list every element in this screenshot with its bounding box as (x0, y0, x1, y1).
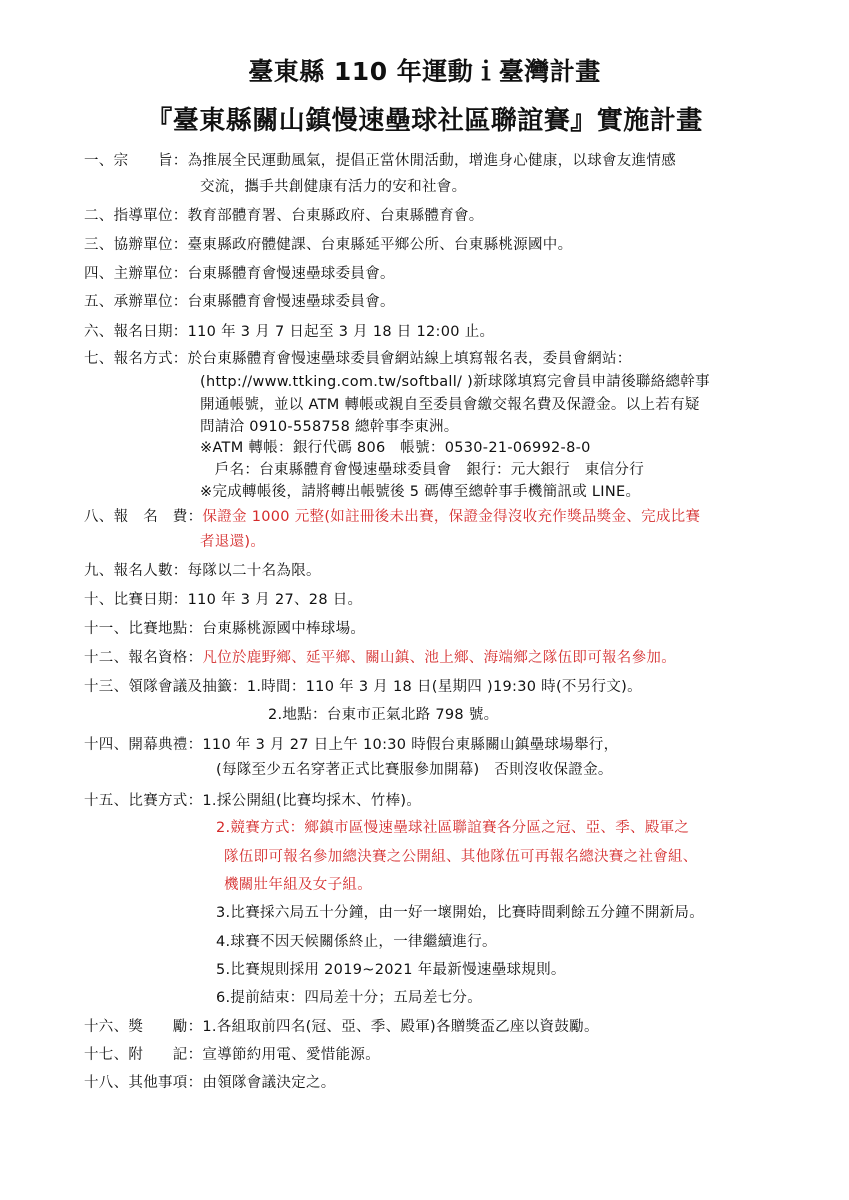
item-text-cont: ※完成轉帳後，請將轉出帳號後 5 碼傳至總幹事手機簡訊或 LINE。 (200, 484, 641, 500)
item-text: 台東縣桃源國中棒球場。 (202, 621, 366, 637)
item-label: 五、承辦單位： (84, 294, 188, 310)
item-game-date (84, 590, 362, 610)
item-guidance (84, 206, 484, 226)
item-text-cont: 交流，攜手共創健康有活力的安和社會。 (200, 179, 467, 195)
item-text-cont: 機關壯年組及女子組。 (224, 877, 372, 893)
item-label: 八、報 名 費： (84, 509, 203, 525)
item-text: 1.採公開組(比賽均採木、竹棒)。 (202, 793, 422, 809)
item-label: 一、宗 旨： (84, 153, 188, 169)
item-text-cont: 3.比賽採六局五十分鐘，由一好一壞開始，比賽時間剩餘五分鐘不開新局。 (216, 905, 705, 921)
item-game-format (84, 791, 421, 811)
item-text: 台東縣體育會慢速壘球委員會。 (187, 266, 395, 282)
item-label: 十、比賽日期： (84, 592, 188, 608)
item-text-cont: ※ATM 轉帳：銀行代碼 806 帳號：0530-21-06992-8-0 (200, 440, 591, 456)
item-label: 十三、領隊會議及抽籤： (84, 679, 247, 695)
item-text: 110 年 3 月 27 日上午 10:30 時假台東縣關山鎮壘球場舉行， (202, 737, 619, 753)
item-text-cont: 2.競賽方式：鄉鎮市區慢速壘球社區聯誼賽各分區之冠、亞、季、殿軍之 (216, 820, 690, 836)
item-label: 十八、其他事項： (84, 1075, 203, 1091)
item-purpose (84, 151, 676, 171)
item-label: 十五、比賽方式： (84, 793, 203, 809)
item-text: 宣導節約用電、愛惜能源。 (202, 1047, 381, 1063)
item-text-cont: (每隊至少五名穿著正式比賽服參加開幕) 否則沒收保證金。 (216, 762, 613, 778)
item-organizer (84, 264, 395, 284)
item-text: 為推展全民運動風氣，提倡正當休閒活動，增進身心健康，以球會友進情感 (187, 153, 677, 169)
item-label: 十四、開幕典禮： (84, 737, 203, 753)
item-text: 110 年 3 月 7 日起至 3 月 18 日 12:00 止。 (187, 324, 495, 340)
item-text-cont: 5.比賽規則採用 2019~2021 年最新慢速壘球規則。 (216, 962, 566, 978)
item-registration-method (84, 349, 632, 369)
item-text-cont: 4.球賽不因天候關係終止，一律繼續進行。 (216, 934, 497, 950)
item-contractor (84, 292, 395, 312)
item-text-cont: 戶名：台東縣體育會慢速壘球委員會 銀行：元大銀行 東信分行 (200, 462, 644, 478)
item-label: 十二、報名資格： (84, 650, 203, 666)
page-title: 臺東縣 110 年運動ｉ臺灣計畫 (248, 57, 601, 86)
item-team-size (84, 561, 321, 581)
item-text: 教育部體育署、台東縣政府、台東縣體育會。 (187, 208, 484, 224)
item-notes (84, 1045, 380, 1065)
item-text: 於台東縣體育會慢速壘球委員會網站線上填寫報名表，委員會網站： (187, 351, 632, 367)
item-label: 十六、獎 勵： (84, 1019, 203, 1035)
item-label: 六、報名日期： (84, 324, 188, 340)
item-eligibility (84, 648, 676, 668)
item-text-cont: 隊伍即可報名參加總決賽之公開組、其他隊伍可再報名總決賽之社會組、 (224, 849, 698, 865)
item-text-cont: 者退還)。 (200, 534, 266, 550)
item-text: 1.各組取前四名(冠、亞、季、殿軍)各贈獎盃乙座以資鼓勵。 (202, 1019, 599, 1035)
item-captain-meeting (84, 677, 642, 697)
item-label: 七、報名方式： (84, 351, 188, 367)
item-fee (84, 507, 700, 527)
item-other (84, 1073, 336, 1093)
item-label: 十一、比賽地點： (84, 621, 203, 637)
item-co-organizer (84, 235, 572, 255)
item-label: 十七、附 記： (84, 1047, 203, 1063)
item-text-cont: 開通帳號，並以 ATM 轉帳或親自至委員會繳交報名費及保證金。以上若有疑 (200, 397, 700, 413)
item-awards (84, 1017, 599, 1037)
item-text: 臺東縣政府體健課、台東縣延平鄉公所、台東縣桃源國中。 (187, 237, 573, 253)
item-venue (84, 619, 365, 639)
item-text: 110 年 3 月 27、28 日。 (187, 592, 363, 608)
item-label: 四、主辦單位： (84, 266, 188, 282)
item-text: 台東縣體育會慢速壘球委員會。 (187, 294, 395, 310)
page-subtitle: 『臺東縣關山鎮慢速壘球社區聯誼賽』實施計畫 (146, 106, 703, 136)
item-text-cont: 2.地點：台東市正氣北路 798 號。 (268, 707, 499, 723)
item-opening-ceremony (84, 735, 618, 755)
item-text: 1.時間：110 年 3 月 18 日(星期四 )19:30 時(不另行文)。 (246, 679, 642, 695)
item-label: 二、指導單位： (84, 208, 188, 224)
item-text: 保證金 1000 元整(如註冊後未出賽，保證金得沒收充作獎品獎金、完成比賽 (202, 509, 701, 525)
item-text: 由領隊會議決定之。 (202, 1075, 336, 1091)
item-text: 每隊以二十名為限。 (187, 563, 321, 579)
item-label: 三、協辦單位： (84, 237, 188, 253)
item-text: 凡位於鹿野鄉、延平鄉、關山鎮、池上鄉、海端鄉之隊伍即可報名參加。 (202, 650, 677, 666)
item-text-cont: 6.提前結束：四局差十分；五局差七分。 (216, 990, 483, 1006)
item-label: 九、報名人數： (84, 563, 188, 579)
item-registration-date (84, 322, 494, 342)
item-text-cont: (http://www.ttking.com.tw/softball/ )新球隊填寫完會員申請後聯絡總幹事 (200, 374, 710, 390)
item-text-cont: 問請洽 0910-558758 總幹事李東洲。 (200, 419, 459, 435)
